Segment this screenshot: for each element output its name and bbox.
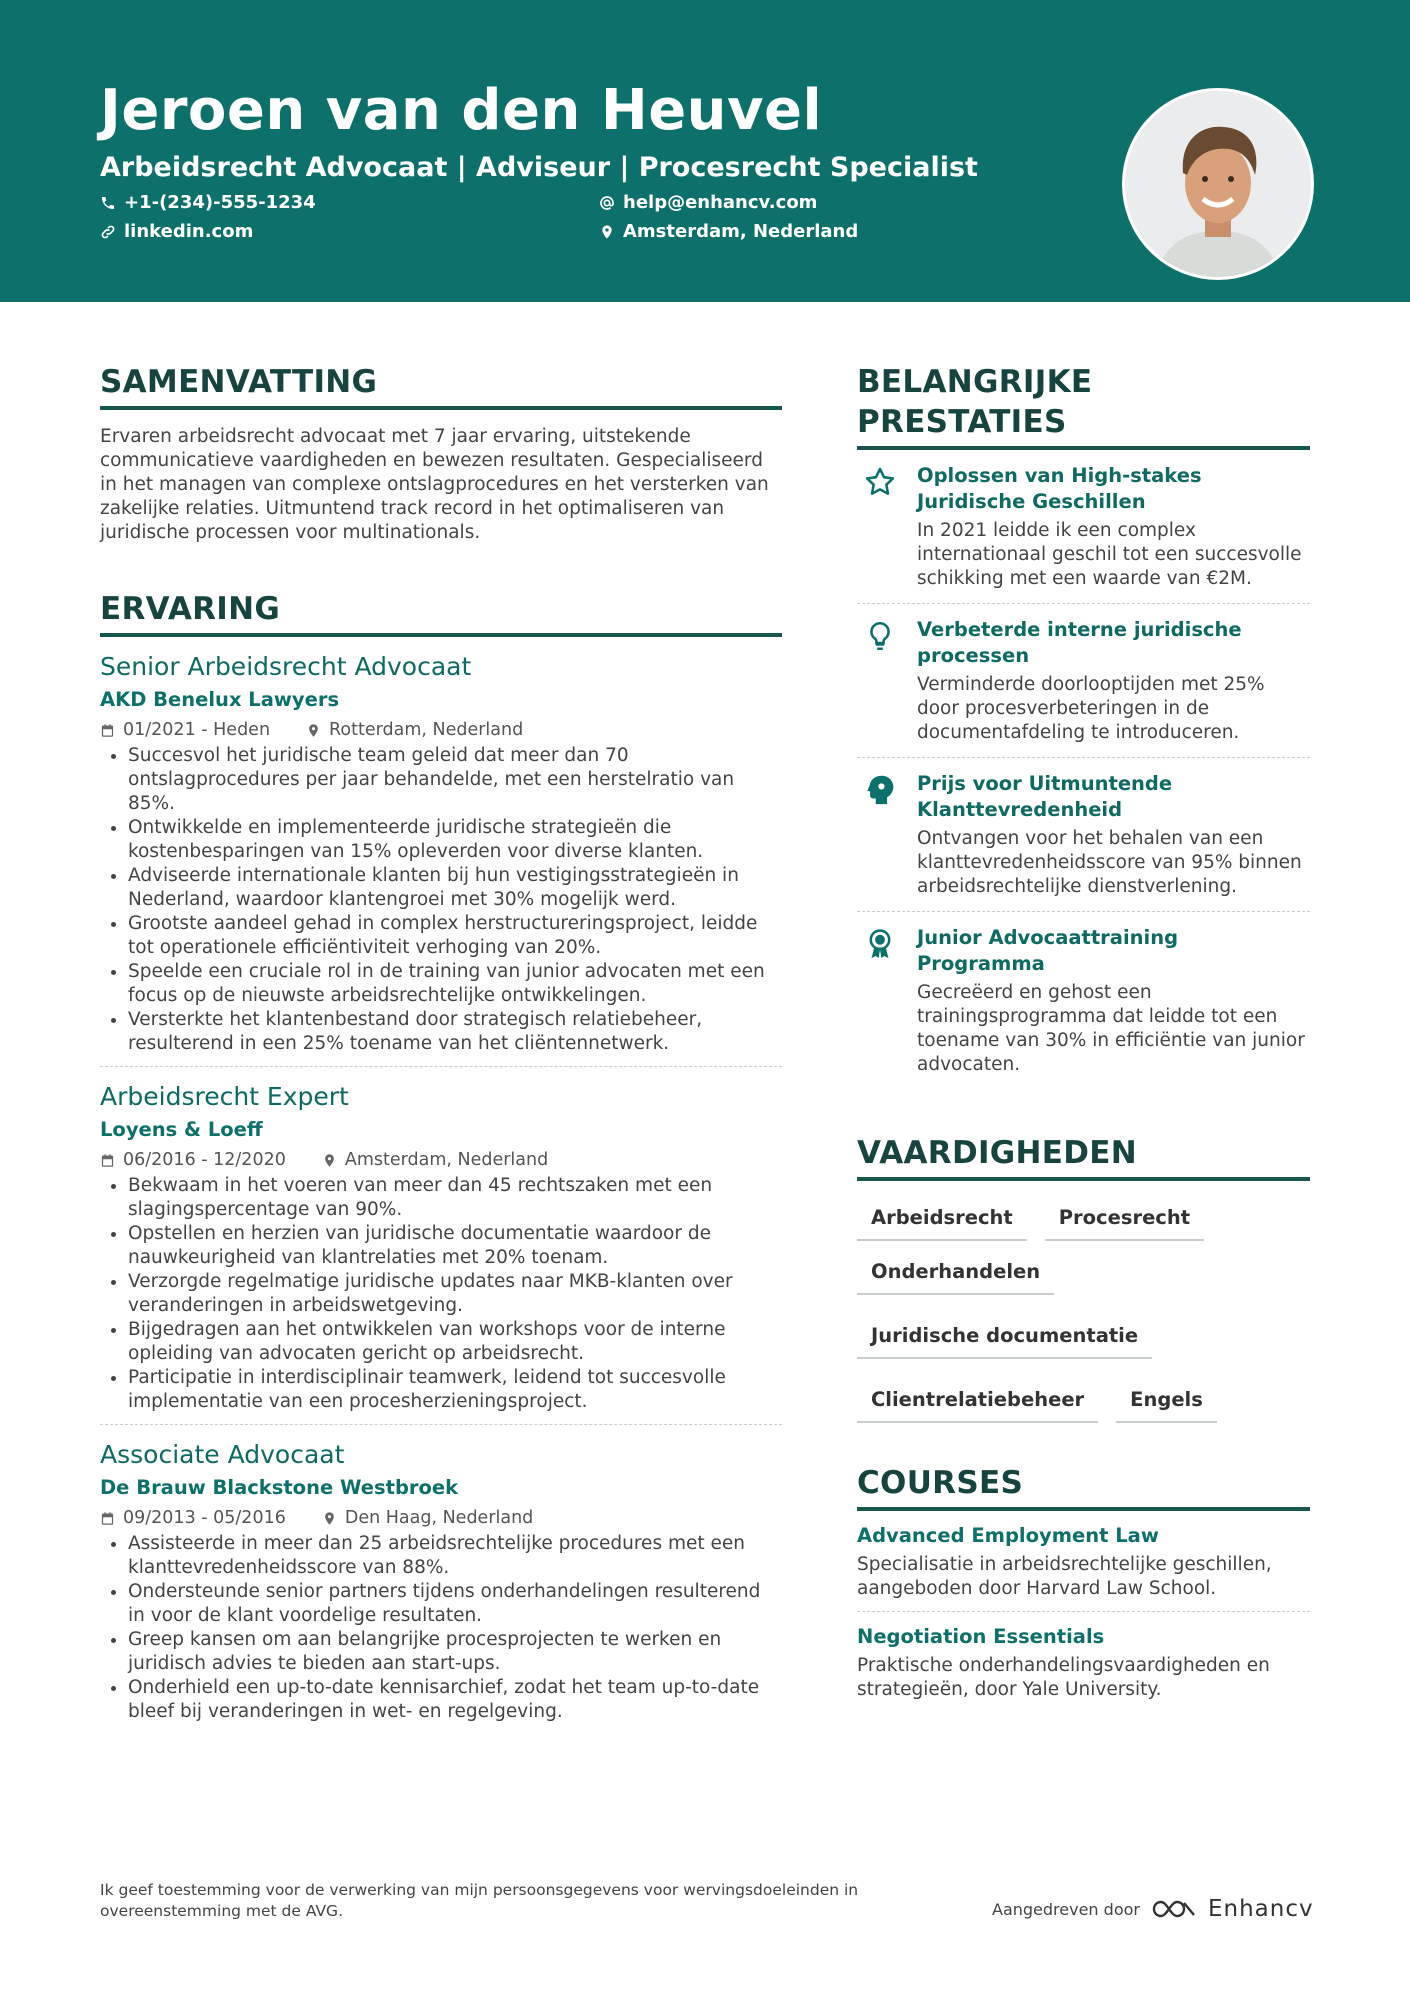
course-title: Advanced Employment Law [857,1524,1159,1547]
achievement-title: Junior Advocaattraining Programma [917,926,1179,975]
link-icon [100,224,116,240]
bullet: • Versterkte het klantenbestand door strategisch relatiebeheer, resulterend in een 25% toename van het cliëntennetwerk. [128,1008,782,1056]
bullet: • Onderhield een up-to-date kennisarchief, zodat het team up-to-date bleef bij veranderingen in wet- en regelgeving. [128,1676,782,1724]
gdpr-consent: Ik geef toestemming voor de verwerking van mijn persoonsgegevens voor wervingsdoeleinden in overeenstemming met de AVG. [100,1881,859,1920]
job-dates: 01/2021 - Heden [123,720,271,740]
bullet: • Bekwaam in het voeren van meer dan 45 rechtszaken met een slagingspercentage van 90%. [128,1174,782,1222]
job-entry [100,1081,782,1425]
bullet: • Opstellen en herzien van juridische documentatie waardoor de nauwkeurigheid van klantrelaties met 20% toenam. [128,1222,782,1270]
brand-name: Enhancv [1207,1896,1314,1922]
skill-tag: Engels [1116,1379,1217,1423]
candidate-subtitle: Arbeidsrecht Advocaat | Adviseur | Procesrecht Specialist [100,152,978,183]
skill-tag: Clientrelatiebeheer [857,1379,1098,1423]
location-pin-icon [306,723,321,738]
summary-heading: SAMENVATTING [100,362,782,410]
at-icon [599,195,615,211]
job-entry [100,651,782,1067]
bullet: • Adviseerde internationale klanten bij hun vestigingsstrategieën in Nederland, waardoor klantengroei met 30% mogelijk werd. [128,864,782,912]
calendar-icon [100,723,115,738]
skill-tag: Procesrecht [1045,1197,1204,1241]
achievement-desc: Ontvangen voor het behalen van een klanttevredenheidsscore van 95% binnen arbeidsrechtelijke dienstverlening. [917,828,1302,897]
achievement-item [857,604,1310,758]
course-desc: Praktische onderhandelingsvaardigheden en strategieën, door Yale University. [857,1655,1270,1700]
achievement-desc: Verminderde doorlooptijden met 25% door procesverbeteringen in de documentafdeling te introduceren. [917,674,1265,743]
skill-tag: Onderhandelen [857,1251,1054,1295]
skill-tag: Arbeidsrecht [857,1197,1027,1241]
powered-by[interactable] [992,1896,1314,1922]
location-pin-icon [322,1153,337,1168]
experience-heading: ERVARING [100,589,782,637]
contact-email[interactable]: help@enhancv.com [599,192,817,213]
candidate-name: Jeroen van den Heuvel [100,78,823,143]
calendar-icon [100,1511,115,1526]
bullet: • Verzorgde regelmatige juridische updates naar MKB-klanten over veranderingen in arbeidswetgeving. [128,1270,782,1318]
achievement-desc: Gecreëerd en gehost een trainingsprogramma dat leidde tot een toename van 30% in efficiëntie van junior advocaten. [917,982,1305,1075]
job-dates: 06/2016 - 12/2020 [123,1150,286,1170]
job-title: Arbeidsrecht Expert [100,1082,349,1111]
achievement-title: Oplossen van High-stakes Juridische Geschillen [917,464,1202,513]
course-item [857,1612,1310,1712]
enhancv-logo-icon [1150,1897,1198,1921]
job-bullets [100,1532,782,1724]
achievement-title: Prijs voor Uitmuntende Klanttevredenheid [917,772,1173,821]
lightbulb-icon [863,619,897,653]
bullet: • Participatie in interdisciplinair teamwerk, leidend tot succesvolle implementatie van een procesherzieningsproject. [128,1366,782,1414]
right-column [857,362,1310,1712]
bullet: • Grootste aandeel gehad in complex herstructureringsproject, leidde tot operationele efficiëntiviteit verhoging van 20%. [128,912,782,960]
job-meta [100,1506,782,1530]
skills-heading: VAARDIGHEDEN [857,1133,1310,1181]
achievement-item [857,758,1310,912]
bullet: • Ondersteunde senior partners tijdens onderhandelingen resulterend in voor de klant voordelige resultaten. [128,1580,782,1628]
job-title: Associate Advocaat [100,1440,345,1469]
course-item [857,1511,1310,1612]
powered-by-label: Aangedreven door [992,1899,1140,1919]
job-meta [100,718,782,742]
job-location: Den Haag, Nederland [344,1508,534,1528]
resume-header [0,0,1410,302]
head-icon [863,773,897,807]
job-dates: 09/2013 - 05/2016 [123,1508,286,1528]
bullet: • Greep kansen om aan belangrijke procesprojecten te werken en juridisch advies te bieden aan start-ups. [128,1628,782,1676]
company-name: De Brauw Blackstone Westbroek [100,1476,459,1499]
courses-heading: COURSES [857,1463,1310,1511]
contact-location: Amsterdam, Nederland [599,221,858,242]
bullet: • Ontwikkelde en implementeerde juridische strategieën die kostenbesparingen van 15% opleverden voor diverse klanten. [128,816,782,864]
job-location: Amsterdam, Nederland [344,1150,549,1170]
bullet: • Bijgedragen aan het ontwikkelen van workshops voor de interne opleiding van advocaten gericht op arbeidsrecht. [128,1318,782,1366]
phone-icon [100,195,116,211]
course-desc: Specialisatie in arbeidsrechtelijke geschillen, aangeboden door Harvard Law School. [857,1554,1272,1599]
left-column [100,362,782,1734]
job-bullets [100,744,782,1056]
contact-phone[interactable]: +1-(234)-555-1234 [100,192,316,213]
bullet: • Assisteerde in meer dan 25 arbeidsrechtelijke procedures met een klanttevredenheidsscore van 88%. [128,1532,782,1580]
course-title: Negotiation Essentials [857,1625,1105,1648]
bullet: • Succesvol het juridische team geleid dat meer dan 70 ontslagprocedures per jaar behandelde, met een herstelratio van 85%. [128,744,782,816]
calendar-icon [100,1153,115,1168]
job-entry [100,1439,782,1734]
achievement-item [857,912,1310,1089]
company-name: Loyens & Loeff [100,1118,263,1141]
star-icon [863,465,897,499]
portrait-image [1125,91,1311,277]
profile-photo [1122,88,1314,280]
achievement-title: Verbeterde interne juridische processen [917,618,1242,667]
skill-tag: Juridische documentatie [857,1315,1152,1359]
contact-linkedin[interactable]: linkedin.com [100,221,253,242]
job-bullets [100,1174,782,1414]
achievement-desc: In 2021 leidde ik een complex internationaal geschil tot een succesvolle schikking met een waarde van €2M. [917,520,1302,589]
job-title: Senior Arbeidsrecht Advocaat [100,652,472,681]
location-pin-icon [322,1511,337,1526]
skills-list [857,1197,1310,1423]
medal-icon [863,927,897,961]
achievement-item [857,450,1310,604]
job-location: Rotterdam, Nederland [329,720,524,740]
achievements-heading: BELANGRIJKE PRESTATIES [857,362,1310,450]
summary-text: Ervaren arbeidsrecht advocaat met 7 jaar ervaring, uitstekende communicatieve vaardigheden en bewezen resultaten. Gespecialiseerd in het managen van complexe ontslagprocedures en het versterken van zakelijke relaties. Uitmuntend track record in het optimaliseren van juridische processen voor multinationals. [100,426,769,543]
job-meta [100,1148,782,1172]
location-pin-icon [599,224,615,240]
company-name: AKD Benelux Lawyers [100,688,340,711]
bullet: • Speelde een cruciale rol in de training van junior advocaten met een focus op de nieuwste arbeidsrechtelijke ontwikkelingen. [128,960,782,1008]
